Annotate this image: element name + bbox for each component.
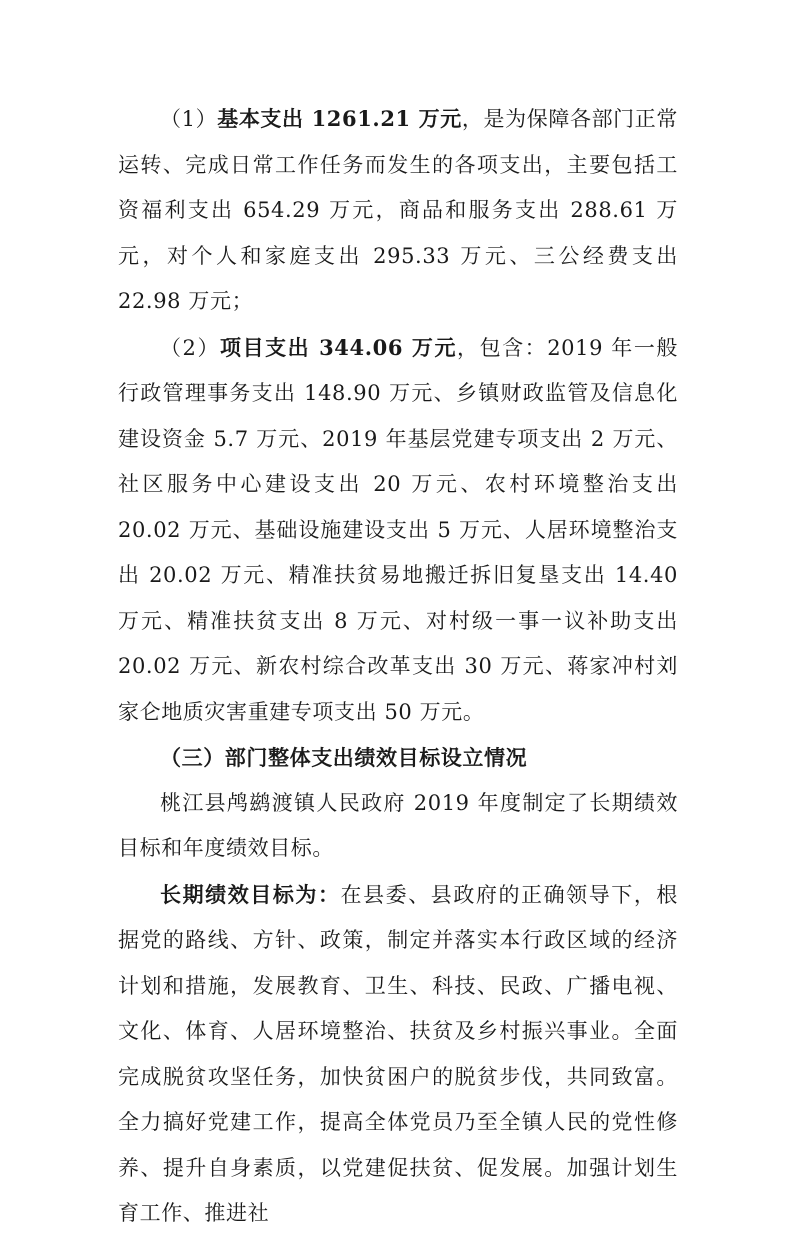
project-expenditure-heading: 项目支出 344.06 万元 (220, 334, 458, 360)
document-body (118, 96, 678, 1237)
paragraph-number: （1） (160, 107, 218, 131)
basic-expenditure-heading: 基本支出 1261.21 万元 (217, 106, 462, 131)
paragraph-long-term-goals (118, 872, 678, 1237)
paragraph-number: （2） (160, 335, 221, 360)
section-heading-performance-goals: （三）部门整体支出绩效目标设立情况 (160, 745, 528, 770)
paragraph-basic-expenditure (118, 96, 678, 325)
long-term-goals-label: 长期绩效目标为： (160, 881, 341, 907)
paragraph-project-expenditure (118, 325, 678, 736)
basic-expenditure-text: ，是为保障各部门正常运转、完成日常工作任务而发生的各项支出，主要包括工资福利支出 654.29 万元，商品和服务支出 288.61 万元，对个人和家庭支出 295.33 万元、三公经费支出 22.98 万元； (118, 107, 679, 313)
paragraph-goals-intro: 桃江县鸬鹚渡镇人民政府 2019 年度制定了长期绩效目标和年度绩效目标。 (118, 790, 678, 860)
long-term-goals-text: 在县委、县政府的正确领导下，根据党的路线、方针、政策，制定并落实本行政区域的经济计划和措施，发展教育、卫生、科技、民政、广播电视、文化、体育、人居环境整治、扶贫及乡村振兴事业。全面完成脱贫攻坚任务，加快贫困户的脱贫步伐，共同致富。全力搞好党建工作，提高全体党员乃至全镇人民的党性修养、提升自身素质，以党建促扶贫、促发展。加强计划生育工作、推进社 (118, 882, 678, 1225)
project-expenditure-text: ，包含：2019 年一般行政管理事务支出 148.90 万元、乡镇财政监管及信息化建设资金 5.7 万元、2019 年基层党建专项支出 2 万元、社区服务中心建设支出 20 万元、农村环境整治支出 20.02 万元、基础设施建设支出 5 万元、人居环境整治支出 20.02 万元、精准扶贫易地搬迁拆旧复垦支出 14.40 万元、精准扶贫支出 8 万元、对村级一事一议补助支出 20.02 万元、新农村综合改革支出 30 万元、蒋家冲村刘家仑地质灾害重建专项支出 50 万元。 (118, 335, 678, 724)
